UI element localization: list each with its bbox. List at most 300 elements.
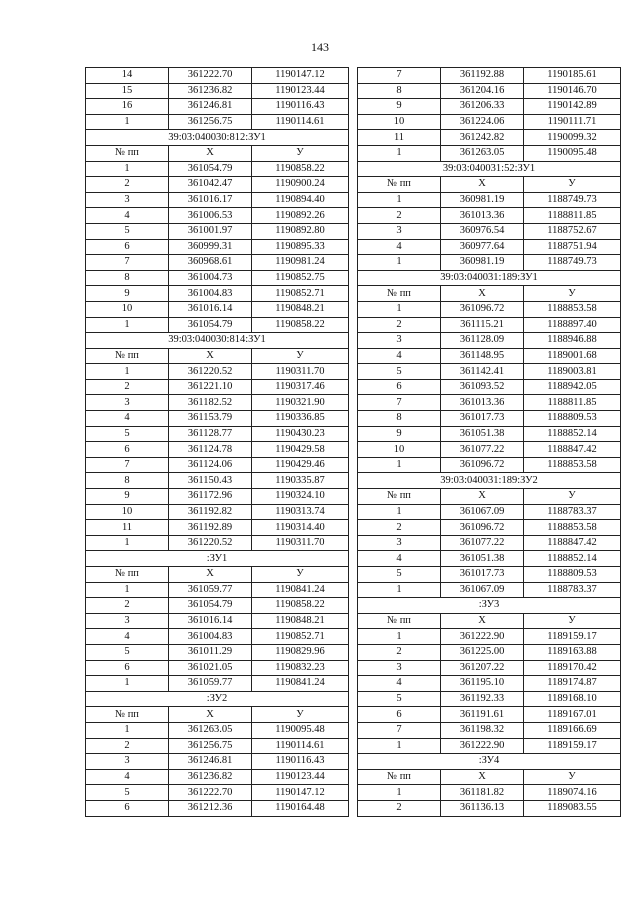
y-coordinate-cell: 1190858.22	[252, 161, 349, 177]
x-coordinate-cell: 361256.75	[169, 114, 252, 130]
y-coordinate-cell: 1190146.70	[524, 83, 621, 99]
table-row	[86, 177, 349, 193]
y-coordinate-cell: 1190317.46	[252, 379, 349, 395]
x-coordinate-cell: 361124.78	[169, 442, 252, 458]
point-number-cell: 2	[86, 738, 169, 754]
y-header: У	[252, 145, 349, 161]
x-coordinate-cell: 361042.47	[169, 177, 252, 193]
table-row	[86, 161, 349, 177]
table-row	[358, 426, 621, 442]
table-row	[358, 738, 621, 754]
x-coordinate-cell: 361067.09	[441, 504, 524, 520]
x-coordinate-cell: 361021.05	[169, 660, 252, 676]
y-coordinate-cell: 1190895.33	[252, 239, 349, 255]
y-coordinate-cell: 1190116.43	[252, 754, 349, 770]
y-coordinate-cell: 1190335.87	[252, 473, 349, 489]
y-coordinate-cell: 1188852.14	[524, 426, 621, 442]
table-row	[86, 629, 349, 645]
point-number-cell: 5	[358, 691, 441, 707]
x-header: X	[169, 145, 252, 161]
point-number-cell: 8	[358, 83, 441, 99]
y-coordinate-cell: 1190142.89	[524, 99, 621, 115]
x-coordinate-cell: 361256.75	[169, 738, 252, 754]
point-number-cell: 10	[86, 301, 169, 317]
table-row	[358, 208, 621, 224]
x-coordinate-cell: 361206.33	[441, 99, 524, 115]
y-coordinate-cell: 1188946.88	[524, 333, 621, 349]
point-number-cell: 11	[86, 520, 169, 536]
x-coordinate-cell: 360977.64	[441, 239, 524, 255]
point-number-cell: 5	[86, 644, 169, 660]
x-header: X	[441, 286, 524, 302]
table-header-row	[358, 489, 621, 505]
x-coordinate-cell: 361017.73	[441, 411, 524, 427]
y-header: У	[524, 177, 621, 193]
x-header: X	[169, 348, 252, 364]
point-number-cell: 4	[358, 239, 441, 255]
y-coordinate-cell: 1190981.24	[252, 255, 349, 271]
table-row	[358, 629, 621, 645]
table-header-row	[86, 145, 349, 161]
point-number-cell: 4	[358, 551, 441, 567]
point-number-cell: 4	[86, 629, 169, 645]
x-coordinate-cell: 361172.96	[169, 489, 252, 505]
x-coordinate-cell: 361222.90	[441, 738, 524, 754]
table-row	[358, 800, 621, 816]
table-row	[358, 644, 621, 660]
table-row	[358, 660, 621, 676]
table-row	[358, 130, 621, 146]
table-row	[358, 68, 621, 84]
x-coordinate-cell: 361150.43	[169, 473, 252, 489]
table-row	[358, 99, 621, 115]
table-row	[358, 379, 621, 395]
x-coordinate-cell: 361067.09	[441, 582, 524, 598]
x-coordinate-cell: 361128.09	[441, 333, 524, 349]
x-coordinate-cell: 361192.88	[441, 68, 524, 84]
parcel-id-title: :ЗУ3	[358, 598, 621, 614]
point-number-cell: 9	[358, 426, 441, 442]
point-number-cell: 5	[86, 785, 169, 801]
y-coordinate-cell: 1189001.68	[524, 348, 621, 364]
table-header-row	[358, 613, 621, 629]
table-row	[358, 364, 621, 380]
parcel-section-row	[358, 473, 621, 489]
table-row	[358, 707, 621, 723]
y-header: У	[524, 286, 621, 302]
x-coordinate-cell: 361096.72	[441, 301, 524, 317]
parcel-id-title: :ЗУ2	[86, 691, 349, 707]
y-coordinate-cell: 1190900.24	[252, 177, 349, 193]
table-row	[86, 379, 349, 395]
left-coordinates-column	[85, 67, 347, 817]
point-number-cell: 6	[86, 800, 169, 816]
table-row	[358, 785, 621, 801]
table-row	[86, 317, 349, 333]
x-coordinate-cell: 360968.61	[169, 255, 252, 271]
point-number-cell: 2	[358, 208, 441, 224]
x-coordinate-cell: 361246.81	[169, 99, 252, 115]
table-row	[86, 598, 349, 614]
y-coordinate-cell: 1189170.42	[524, 660, 621, 676]
table-row	[86, 504, 349, 520]
table-row	[86, 68, 349, 84]
x-coordinate-cell: 361013.36	[441, 208, 524, 224]
table-header-row	[358, 286, 621, 302]
point-number-header: № пп	[86, 707, 169, 723]
x-coordinate-cell: 361222.70	[169, 68, 252, 84]
point-number-cell: 1	[86, 535, 169, 551]
point-number-cell: 7	[86, 255, 169, 271]
point-number-cell: 3	[86, 395, 169, 411]
point-number-cell: 14	[86, 68, 169, 84]
point-number-cell: 1	[358, 629, 441, 645]
parcel-section-row	[86, 691, 349, 707]
y-coordinate-cell: 1189167.01	[524, 707, 621, 723]
point-number-header: № пп	[358, 177, 441, 193]
y-coordinate-cell: 1190892.80	[252, 223, 349, 239]
y-coordinate-cell: 1188783.37	[524, 582, 621, 598]
x-coordinate-cell: 360981.19	[441, 255, 524, 271]
y-coordinate-cell: 1190430.23	[252, 426, 349, 442]
x-coordinate-cell: 361017.73	[441, 567, 524, 583]
point-number-header: № пп	[86, 145, 169, 161]
point-number-cell: 3	[358, 223, 441, 239]
y-coordinate-cell: 1190858.22	[252, 317, 349, 333]
y-coordinate-cell: 1188783.37	[524, 504, 621, 520]
point-number-cell: 2	[86, 177, 169, 193]
x-coordinate-cell: 361096.72	[441, 520, 524, 536]
y-coordinate-cell: 1188752.67	[524, 223, 621, 239]
y-coordinate-cell: 1189003.81	[524, 364, 621, 380]
x-header: X	[169, 567, 252, 583]
y-coordinate-cell: 1190185.61	[524, 68, 621, 84]
point-number-cell: 5	[358, 364, 441, 380]
table-row	[358, 691, 621, 707]
table-row	[86, 676, 349, 692]
x-coordinate-cell: 361220.52	[169, 364, 252, 380]
x-coordinate-cell: 361222.70	[169, 785, 252, 801]
table-row	[86, 426, 349, 442]
point-number-cell: 1	[86, 582, 169, 598]
point-number-cell: 1	[358, 504, 441, 520]
point-number-cell: 3	[358, 333, 441, 349]
x-coordinate-cell: 361016.17	[169, 192, 252, 208]
table-row	[86, 83, 349, 99]
point-number-cell: 16	[86, 99, 169, 115]
y-coordinate-cell: 1190147.12	[252, 68, 349, 84]
y-coordinate-cell: 1190852.75	[252, 270, 349, 286]
x-coordinate-cell: 361077.22	[441, 442, 524, 458]
parcel-id-title: 39:03:040031:189:ЗУ2	[358, 473, 621, 489]
table-row	[86, 769, 349, 785]
x-coordinate-cell: 361242.82	[441, 130, 524, 146]
table-row	[86, 785, 349, 801]
y-coordinate-cell: 1189083.55	[524, 800, 621, 816]
point-number-cell: 1	[358, 255, 441, 271]
point-number-cell: 1	[358, 301, 441, 317]
y-header: У	[524, 613, 621, 629]
x-coordinate-cell: 361236.82	[169, 769, 252, 785]
point-number-header: № пп	[358, 489, 441, 505]
y-coordinate-cell: 1190095.48	[252, 722, 349, 738]
point-number-cell: 9	[358, 99, 441, 115]
point-number-cell: 5	[358, 567, 441, 583]
x-coordinate-cell: 361263.05	[169, 722, 252, 738]
left-coordinates-table	[85, 67, 349, 817]
y-coordinate-cell: 1190324.10	[252, 489, 349, 505]
table-row	[86, 208, 349, 224]
point-number-cell: 1	[358, 582, 441, 598]
point-number-header: № пп	[358, 286, 441, 302]
y-coordinate-cell: 1188853.58	[524, 520, 621, 536]
table-row	[86, 520, 349, 536]
table-row	[358, 582, 621, 598]
x-coordinate-cell: 361220.52	[169, 535, 252, 551]
x-coordinate-cell: 360981.19	[441, 192, 524, 208]
right-coordinates-column	[357, 67, 619, 817]
x-coordinate-cell: 361153.79	[169, 411, 252, 427]
point-number-cell: 3	[358, 535, 441, 551]
parcel-section-row	[86, 130, 349, 146]
right-coordinates-table	[357, 67, 621, 817]
x-coordinate-cell: 361004.83	[169, 629, 252, 645]
y-coordinate-cell: 1188847.42	[524, 535, 621, 551]
point-number-cell: 8	[358, 411, 441, 427]
table-header-row	[358, 769, 621, 785]
point-number-cell: 6	[86, 442, 169, 458]
table-row	[86, 442, 349, 458]
point-number-cell: 9	[86, 489, 169, 505]
x-coordinate-cell: 361004.73	[169, 270, 252, 286]
point-number-cell: 1	[358, 145, 441, 161]
x-coordinate-cell: 361077.22	[441, 535, 524, 551]
table-row	[358, 676, 621, 692]
table-row	[358, 114, 621, 130]
y-coordinate-cell: 1190313.74	[252, 504, 349, 520]
point-number-cell: 3	[86, 754, 169, 770]
x-coordinate-cell: 361182.52	[169, 395, 252, 411]
point-number-cell: 1	[86, 161, 169, 177]
x-coordinate-cell: 360999.31	[169, 239, 252, 255]
y-coordinate-cell: 1190147.12	[252, 785, 349, 801]
y-coordinate-cell: 1188897.40	[524, 317, 621, 333]
y-coordinate-cell: 1188852.14	[524, 551, 621, 567]
parcel-id-title: 39:03:040030:812:ЗУ1	[86, 130, 349, 146]
x-coordinate-cell: 361051.38	[441, 551, 524, 567]
y-coordinate-cell: 1190123.44	[252, 83, 349, 99]
y-coordinate-cell: 1188811.85	[524, 208, 621, 224]
x-coordinate-cell: 361016.14	[169, 613, 252, 629]
point-number-cell: 1	[358, 785, 441, 801]
y-coordinate-cell: 1190311.70	[252, 364, 349, 380]
x-coordinate-cell: 361059.77	[169, 582, 252, 598]
table-row	[86, 301, 349, 317]
y-header: У	[252, 707, 349, 723]
x-coordinate-cell: 361136.13	[441, 800, 524, 816]
y-coordinate-cell: 1190095.48	[524, 145, 621, 161]
x-coordinate-cell: 361059.77	[169, 676, 252, 692]
point-number-cell: 1	[358, 457, 441, 473]
y-coordinate-cell: 1190852.71	[252, 286, 349, 302]
parcel-id-title: 39:03:040031:189:ЗУ1	[358, 270, 621, 286]
point-number-cell: 4	[358, 348, 441, 364]
table-row	[358, 520, 621, 536]
x-coordinate-cell: 361236.82	[169, 83, 252, 99]
table-row	[86, 738, 349, 754]
x-coordinate-cell: 361148.95	[441, 348, 524, 364]
y-coordinate-cell: 1190311.70	[252, 535, 349, 551]
x-coordinate-cell: 360976.54	[441, 223, 524, 239]
x-coordinate-cell: 361011.29	[169, 644, 252, 660]
point-number-cell: 8	[86, 270, 169, 286]
table-row	[358, 395, 621, 411]
point-number-cell: 10	[86, 504, 169, 520]
parcel-section-row	[358, 598, 621, 614]
x-coordinate-cell: 361096.72	[441, 457, 524, 473]
point-number-cell: 6	[358, 379, 441, 395]
parcel-section-row	[86, 551, 349, 567]
x-coordinate-cell: 361191.61	[441, 707, 524, 723]
y-coordinate-cell: 1188811.85	[524, 395, 621, 411]
point-number-cell: 8	[86, 473, 169, 489]
point-number-cell: 3	[358, 660, 441, 676]
table-header-row	[86, 348, 349, 364]
x-coordinate-cell: 361225.00	[441, 644, 524, 660]
table-row	[86, 535, 349, 551]
point-number-header: № пп	[86, 348, 169, 364]
y-coordinate-cell: 1190841.24	[252, 582, 349, 598]
y-coordinate-cell: 1190114.61	[252, 738, 349, 754]
x-coordinate-cell: 361192.82	[169, 504, 252, 520]
point-number-cell: 3	[86, 613, 169, 629]
point-number-cell: 1	[86, 676, 169, 692]
table-row	[86, 255, 349, 271]
x-coordinate-cell: 361001.97	[169, 223, 252, 239]
y-coordinate-cell: 1190832.23	[252, 660, 349, 676]
table-row	[86, 364, 349, 380]
table-row	[358, 457, 621, 473]
y-coordinate-cell: 1188809.53	[524, 411, 621, 427]
point-number-cell: 1	[86, 317, 169, 333]
point-number-cell: 5	[86, 426, 169, 442]
table-row	[358, 411, 621, 427]
x-coordinate-cell: 361222.90	[441, 629, 524, 645]
x-coordinate-cell: 361128.77	[169, 426, 252, 442]
y-coordinate-cell: 1188942.05	[524, 379, 621, 395]
table-row	[86, 114, 349, 130]
parcel-id-title: :ЗУ1	[86, 551, 349, 567]
parcel-section-row	[358, 270, 621, 286]
y-coordinate-cell: 1189168.10	[524, 691, 621, 707]
point-number-cell: 5	[86, 223, 169, 239]
table-row	[86, 457, 349, 473]
table-header-row	[86, 567, 349, 583]
point-number-cell: 1	[358, 738, 441, 754]
x-coordinate-cell: 361013.36	[441, 395, 524, 411]
y-coordinate-cell: 1190114.61	[252, 114, 349, 130]
point-number-header: № пп	[86, 567, 169, 583]
y-header: У	[524, 489, 621, 505]
point-number-cell: 4	[86, 208, 169, 224]
table-row	[86, 644, 349, 660]
table-row	[358, 722, 621, 738]
x-header: X	[441, 769, 524, 785]
point-number-cell: 4	[86, 769, 169, 785]
x-coordinate-cell: 361181.82	[441, 785, 524, 801]
point-number-cell: 2	[358, 644, 441, 660]
y-coordinate-cell: 1190099.32	[524, 130, 621, 146]
table-row	[358, 442, 621, 458]
table-row	[358, 567, 621, 583]
point-number-cell: 6	[358, 707, 441, 723]
x-coordinate-cell: 361004.83	[169, 286, 252, 302]
point-number-header: № пп	[358, 613, 441, 629]
point-number-cell: 6	[86, 660, 169, 676]
table-row	[86, 754, 349, 770]
table-row	[358, 504, 621, 520]
y-coordinate-cell: 1190848.21	[252, 301, 349, 317]
point-number-cell: 10	[358, 114, 441, 130]
x-coordinate-cell: 361204.16	[441, 83, 524, 99]
point-number-cell: 6	[86, 239, 169, 255]
y-coordinate-cell: 1189159.17	[524, 629, 621, 645]
y-coordinate-cell: 1189159.17	[524, 738, 621, 754]
point-number-cell: 1	[86, 114, 169, 130]
x-coordinate-cell: 361093.52	[441, 379, 524, 395]
x-coordinate-cell: 361246.81	[169, 754, 252, 770]
parcel-id-title: 39:03:040030:814:ЗУ1	[86, 333, 349, 349]
y-header: У	[252, 567, 349, 583]
y-coordinate-cell: 1190829.96	[252, 644, 349, 660]
parcel-section-row	[86, 333, 349, 349]
table-row	[86, 582, 349, 598]
table-row	[86, 722, 349, 738]
point-number-cell: 2	[86, 598, 169, 614]
point-number-cell: 4	[358, 676, 441, 692]
point-number-cell: 7	[86, 457, 169, 473]
y-header: У	[252, 348, 349, 364]
table-header-row	[86, 707, 349, 723]
table-row	[86, 223, 349, 239]
point-number-cell: 15	[86, 83, 169, 99]
table-row	[358, 551, 621, 567]
y-coordinate-cell: 1188853.58	[524, 457, 621, 473]
table-row	[86, 489, 349, 505]
y-coordinate-cell: 1190116.43	[252, 99, 349, 115]
x-coordinate-cell: 361224.06	[441, 114, 524, 130]
x-header: X	[441, 489, 524, 505]
x-coordinate-cell: 361054.79	[169, 598, 252, 614]
x-coordinate-cell: 361198.32	[441, 722, 524, 738]
table-row	[86, 800, 349, 816]
table-row	[358, 535, 621, 551]
y-coordinate-cell: 1188809.53	[524, 567, 621, 583]
table-row	[86, 270, 349, 286]
x-coordinate-cell: 361192.89	[169, 520, 252, 536]
point-number-cell: 11	[358, 130, 441, 146]
point-number-cell: 10	[358, 442, 441, 458]
parcel-id-title: 39:03:040031:52:ЗУ1	[358, 161, 621, 177]
table-row	[358, 145, 621, 161]
table-row	[86, 286, 349, 302]
y-coordinate-cell: 1190321.90	[252, 395, 349, 411]
y-coordinate-cell: 1190894.40	[252, 192, 349, 208]
y-coordinate-cell: 1188751.94	[524, 239, 621, 255]
x-coordinate-cell: 361221.10	[169, 379, 252, 395]
x-header: X	[169, 707, 252, 723]
x-coordinate-cell: 361142.41	[441, 364, 524, 380]
